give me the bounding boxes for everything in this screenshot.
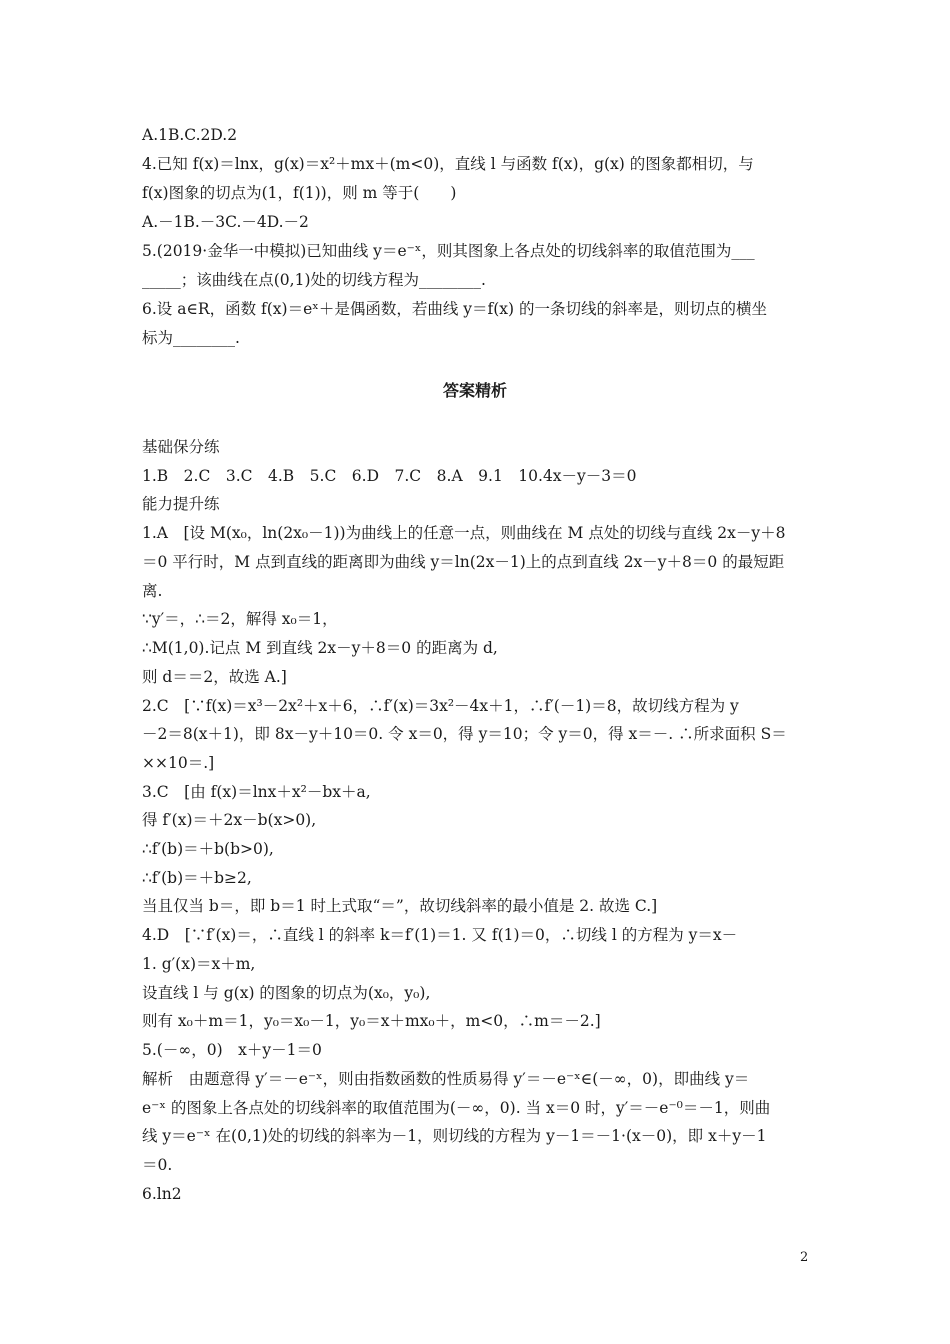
answer-line: 5.(－∞，0) x＋y－1＝0	[142, 1041, 322, 1059]
question-line: 标为________.	[142, 329, 240, 347]
answer-line: ∴M(1,0).记点 M 到直线 2x－y＋8＝0 的距离为 d,	[142, 639, 498, 657]
answer-line: 当且仅当 b＝，即 b＝1 时上式取“＝”，故切线斜率的最小值是 2. 故选 C.]	[142, 897, 658, 915]
answer-line: ∴f′(b)＝＋b≥2,	[142, 869, 252, 887]
section-heading: 能力提升练	[142, 495, 220, 513]
answer-line: 线 y＝e⁻ˣ 在(0,1)处的切线的斜率为－1，则切线的方程为 y－1＝－1·(x－0)，即 x＋y－1	[142, 1127, 767, 1145]
answer-line: 1.B 2.C 3.C 4.B 5.C 6.D 7.C 8.A 9.1 10.4x－y－3＝0	[142, 467, 637, 485]
answer-line: 1.A [设 M(x₀，ln(2x₀－1))为曲线上的任意一点，则曲线在 M 点处的切线与直线 2x－y＋8	[142, 524, 786, 542]
answer-line: 离.	[142, 582, 163, 600]
question-line: A.－1B.－3C.－4D.－2	[142, 213, 309, 231]
question-line: f(x)图象的切点为(1，f(1))，则 m 等于( )	[142, 184, 457, 202]
answer-line: 1. g′(x)＝x＋m,	[142, 955, 256, 973]
answer-line: e⁻ˣ 的图象上各点处的切线斜率的取值范围为(－∞，0). 当 x＝0 时，y′＝－e⁻⁰＝－1，则曲	[142, 1099, 771, 1117]
answer-line: 则 d＝＝2，故选 A.]	[142, 668, 287, 686]
answer-line: ∵y′＝，∴＝2，解得 x₀＝1，	[142, 610, 338, 628]
answer-line: 得 f′(x)＝＋2x－b(x>0),	[142, 811, 317, 829]
question-line: A.1B.C.2D.2	[142, 126, 238, 144]
answer-line: ∴f′(b)＝＋b(b>0),	[142, 840, 274, 858]
answer-line: 3.C [由 f(x)＝lnx＋x²－bx＋a,	[142, 783, 371, 801]
answer-line: 解析 由题意得 y′＝－e⁻ˣ，则由指数函数的性质易得 y′＝－e⁻ˣ∈(－∞，0)，即曲线 y＝	[142, 1070, 750, 1088]
answers-title: 答案精析	[442, 381, 507, 400]
answer-line: 6.ln2	[142, 1185, 182, 1203]
answer-line: ＝0 平行时，M 点到直线的距离即为曲线 y＝ln(2x－1)上的点到直线 2x－y＋8＝0 的最短距	[142, 553, 785, 571]
answer-line: 2.C [∵f(x)＝x³－2x²＋x＋6，∴f′(x)＝3x²－4x＋1，∴f′(－1)＝8，故切线方程为 y	[142, 697, 739, 715]
answer-line: 设直线 l 与 g(x) 的图象的切点为(x₀，y₀),	[142, 984, 431, 1002]
question-line: 4.已知 f(x)＝lnx，g(x)＝x²＋mx＋(m<0)，直线 l 与函数 f(x)，g(x) 的图象都相切，与	[142, 155, 754, 173]
answer-line: ××10＝.]	[142, 754, 215, 772]
question-line: _____；该曲线在点(0,1)处的切线方程为________.	[142, 271, 486, 289]
answer-line: 则有 x₀＋m＝1，y₀＝x₀－1，y₀＝x＋mx₀＋，m<0，∴m＝－2.]	[142, 1012, 601, 1030]
question-line: 5.(2019·金华一中模拟)已知曲线 y＝e⁻ˣ，则其图象上各点处的切线斜率的取值范围为___	[142, 242, 755, 260]
question-line: 6.设 a∈R，函数 f(x)＝eˣ＋是偶函数，若曲线 y＝f(x) 的一条切线的斜率是，则切点的横坐	[142, 300, 768, 318]
answer-line: －2＝8(x＋1)，即 8x－y＋10＝0. 令 x＝0，得 y＝10；令 y＝0，得 x＝－. ∴所求面积 S＝	[142, 725, 787, 743]
section-heading: 基础保分练	[142, 438, 220, 456]
answer-line: ＝0.	[142, 1156, 173, 1174]
page-number: 2	[800, 1250, 809, 1265]
answer-line: 4.D [∵f′(x)＝，∴直线 l 的斜率 k＝f′(1)＝1. 又 f(1)＝0，∴切线 l 的方程为 y＝x－	[142, 926, 738, 944]
